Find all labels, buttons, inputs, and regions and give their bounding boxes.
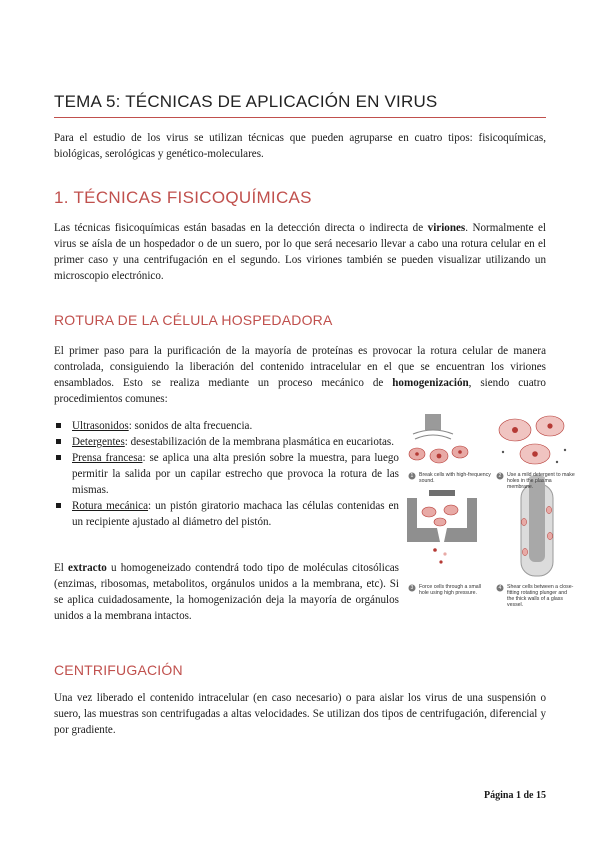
homogenization-figure	[405, 412, 577, 622]
bullet-desc: : se aplica una alta presión sobre la muestra, para luego permitir la salida por un capilar estrecho que provoca la rotura de las mismas.	[72, 452, 399, 496]
bold-term-extracto: extracto	[68, 562, 107, 574]
text-run: El	[54, 562, 69, 574]
step-4-caption: Shear cells between a close-fitting rotating plunger and the thick walls of a glass vessel.	[507, 584, 574, 608]
bold-term-viriones: viriones	[427, 222, 466, 234]
rotura-paragraph	[54, 343, 546, 407]
bullet-term: Ultrasonidos	[72, 420, 129, 432]
bullet-term: Prensa francesa	[72, 452, 143, 464]
section-heading-fisicoquimicas: 1. TÉCNICAS FISICOQUÍMICAS	[54, 188, 312, 207]
extract-paragraph	[54, 560, 399, 624]
procedures-list	[54, 418, 399, 530]
text-run: u homogeneizado contendrá todo tipo de moléculas citosólicas (enzimas, ribosomas, metabolitos, orgánulos unidos a la membrana, etc). Si se aplica cuidadosamente, la homogenización deja la mayoría de orgánulos unidos a la membrana intactos.	[54, 562, 399, 622]
list-item	[54, 498, 399, 530]
page-title: TEMA 5: TÉCNICAS DE APLICACIÓN EN VIRUS	[54, 92, 438, 111]
french-press-panel	[407, 490, 477, 564]
bullet-square-icon	[56, 423, 61, 428]
bullet-desc: : sonidos de alta frecuencia.	[128, 420, 253, 432]
detergent-panel	[499, 416, 566, 464]
bullet-desc: : desestabilización de la membrana plasmática en eucariotas.	[124, 436, 394, 448]
step-3-caption: Force cells through a small hole using high pressure.	[419, 584, 481, 596]
bullet-square-icon	[56, 455, 61, 460]
list-item	[54, 450, 399, 498]
step-1-caption: Break cells with high-frequency sound.	[419, 472, 491, 484]
text-run: Las técnicas fisicoquímicas están basadas en la detección directa o indirecta de	[54, 222, 428, 234]
subheading-rotura: ROTURA DE LA CÉLULA HOSPEDADORA	[54, 312, 333, 328]
bullet-desc: : un pistón giratorio machaca las células contenidas en un recipiente ajustado al diámetro del pistón.	[72, 500, 399, 528]
intro-paragraph: Para el estudio de los virus se utilizan técnicas que pueden agruparse en cuatro tipos: fisicoquímicas, biológicas, serológicas y genético-moleculares.	[54, 132, 546, 160]
title-divider	[54, 117, 546, 118]
bullet-square-icon	[56, 439, 61, 444]
text-run: , siendo cuatro procedimientos comunes:	[54, 377, 546, 405]
plunger-panel	[521, 475, 553, 576]
text-run: . Normalmente el virus se aísla de un hospedador o de un suero, por lo que será necesario llevar a cabo una rotura celular en el primer caso y una centrifugación en el segundo. Los viriones también se pueden visualizar utilizando un microscopio electrónico.	[54, 222, 546, 282]
bullet-term: Detergentes	[72, 436, 125, 448]
step-2-caption: Use a mild detergent to make holes in the plasma membrane.	[507, 472, 575, 490]
page-number: Página 1 de 15	[484, 790, 546, 801]
step-2-number: 2	[498, 473, 502, 479]
text-run: El primer paso para la purificación de la mayoría de proteínas es provocar la rotura celular de manera controlada, consiguiendo la liberación del contenido intracelular en el que se encuentran los viriones ensamblados. Esto se realiza mediante un proceso mecánico de	[54, 345, 546, 389]
list-item	[54, 418, 399, 434]
bullet-square-icon	[56, 503, 61, 508]
subheading-centrifugacion: CENTRIFUGACIÓN	[54, 662, 183, 678]
list-item	[54, 434, 399, 450]
step-1-number: 1	[410, 473, 414, 479]
bold-term-homogenizacion: homogenización	[392, 377, 469, 389]
bullet-term: Rotura mecánica	[72, 500, 149, 512]
step-3-number: 3	[410, 585, 414, 591]
step-4-number: 4	[498, 585, 502, 591]
centrifugacion-paragraph: Una vez liberado el contenido intracelular (en caso necesario) o para aislar los virus de una suspensión o suero, las muestras son centrifugadas a altas velocidades. Se utilizan dos tipos de centrifugación, diferencial y por gradiente.	[54, 692, 546, 736]
sonication-panel	[409, 414, 468, 463]
fisicoquimicas-paragraph	[54, 220, 546, 284]
